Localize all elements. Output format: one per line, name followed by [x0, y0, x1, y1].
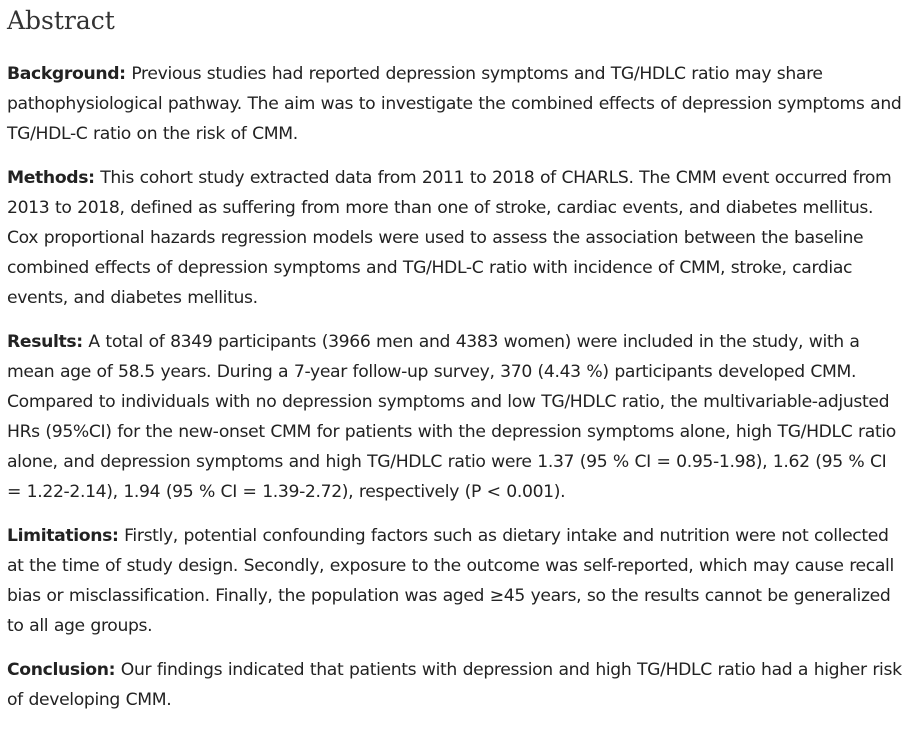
methods-text: This cohort study extracted data from 2011 to 2018 of CHARLS. The CMM event occurred from 2013 to 2018, defined as suffering from more than one of stroke, cardiac events, and diabetes mellitus. Cox proportional hazards regression models were used to assess the association between the baseline combined effects of depression symptoms and TG/HDL-C ratio with incidence of CMM, stroke, cardiac events, and diabetes mellitus.	[7, 168, 892, 308]
conclusion-label: Conclusion:	[7, 660, 116, 680]
methods-label: Methods:	[7, 168, 95, 188]
results-label: Results:	[7, 332, 83, 352]
limitations-label: Limitations:	[7, 526, 119, 546]
conclusion-text: Our findings indicated that patients with depression and high TG/HDLC ratio had a higher risk of developing CMM.	[7, 660, 902, 710]
abstract-container	[7, 0, 903, 729]
background-section	[7, 59, 903, 149]
background-text: Previous studies had reported depression symptoms and TG/HDLC ratio may share pathophysiological pathway. The aim was to investigate the combined effects of depression symptoms and TG/HDL-C ratio on the risk of CMM.	[7, 64, 902, 144]
conclusion-section	[7, 655, 903, 715]
limitations-text: Firstly, potential confounding factors such as dietary intake and nutrition were not collected at the time of study design. Secondly, exposure to the outcome was self-reported, which may cause recall bias or misclassification. Finally, the population was aged ≥45 years, so the results cannot be generalized to all age groups.	[7, 526, 894, 636]
methods-section	[7, 163, 903, 313]
background-label: Background:	[7, 64, 126, 84]
abstract-heading: Abstract	[7, 6, 115, 35]
limitations-section	[7, 521, 903, 641]
results-text: A total of 8349 participants (3966 men and 4383 women) were included in the study, with a mean age of 58.5 years. During a 7-year follow-up survey, 370 (4.43 %) participants developed CMM. Compared to individuals with no depression symptoms and low TG/HDLC ratio, the multivariable-adjusted HRs (95%CI) for the new-onset CMM for patients with the depression symptoms alone, high TG/HDLC ratio alone, and depression symptoms and high TG/HDLC ratio were 1.37 (95 % CI = 0.95-1.98), 1.62 (95 % CI = 1.22-2.14), 1.94 (95 % CI = 1.39-2.72), respectively (P < 0.001).	[7, 332, 896, 502]
results-section	[7, 327, 903, 507]
